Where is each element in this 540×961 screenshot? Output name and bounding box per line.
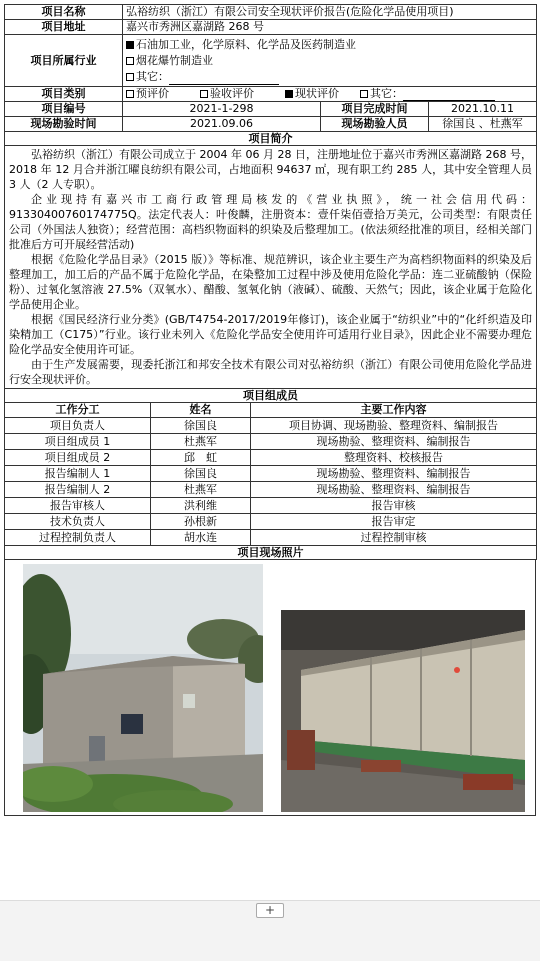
- category-option-acceptance[interactable]: 验收评价: [200, 87, 254, 100]
- table-row: [5, 530, 537, 546]
- checkbox-checked-icon: [126, 41, 134, 49]
- intro-paragraph: 根据《国民经济行业分类》(GB/T4754-2017/2019年修订)，该企业属于“纺织业”中的“化纤织造及印染精加工（C175）”行业。该行业未列入《危险化学品安全使用许可适用行业目录》，因此企业不需要办理危险化学品安全使用许可证。: [9, 313, 533, 356]
- site-photo-machinery: [281, 610, 525, 812]
- category-option-pre[interactable]: 预评价: [126, 87, 169, 100]
- member-role: 过程控制负责人: [5, 530, 151, 546]
- member-role: 技术负责人: [5, 514, 151, 530]
- member-name: 胡水连: [151, 530, 251, 546]
- members-header-work: 主要工作内容: [251, 403, 537, 418]
- member-name: 徐国良: [151, 418, 251, 434]
- other-category-blank[interactable]: [403, 89, 495, 101]
- category-label: 项目类别: [5, 87, 123, 102]
- industry-label: 项目所属行业: [5, 35, 123, 87]
- member-role: 项目组成员 2: [5, 450, 151, 466]
- project-info-table: [4, 4, 537, 389]
- member-role: 报告编制人 2: [5, 482, 151, 498]
- project-address-label: 项目地址: [5, 20, 123, 35]
- survey-time-value: 2021.09.06: [123, 117, 321, 132]
- member-role: 报告编制人 1: [5, 466, 151, 482]
- category-option-status[interactable]: 现状评价: [285, 87, 339, 100]
- member-name: 洪利维: [151, 498, 251, 514]
- intro-body: [5, 146, 537, 389]
- members-title: 项目组成员: [5, 389, 537, 403]
- member-name: 杜燕军: [151, 482, 251, 498]
- finish-time-label: 项目完成时间: [321, 102, 429, 117]
- project-number-label: 项目编号: [5, 102, 123, 117]
- industry-option-other[interactable]: 其它：: [126, 69, 533, 85]
- member-name: 徐国良: [151, 466, 251, 482]
- member-name: 邱 虹: [151, 450, 251, 466]
- project-number-value: 2021-1-298: [123, 102, 321, 117]
- member-work: 现场勘验、整理资料、编制报告: [251, 466, 537, 482]
- checkbox-empty-icon: [200, 90, 208, 98]
- report-sheet: [4, 4, 536, 816]
- member-work: 报告审定: [251, 514, 537, 530]
- table-row: [5, 466, 537, 482]
- member-role: 项目负责人: [5, 418, 151, 434]
- table-row: [5, 498, 537, 514]
- project-address-value: 嘉兴市秀洲区嘉湖路 268 号: [123, 20, 537, 35]
- project-name-label: 项目名称: [5, 5, 123, 20]
- member-name: 孙根新: [151, 514, 251, 530]
- member-role: 报告审核人: [5, 498, 151, 514]
- survey-staff-label: 现场勘验人员: [321, 117, 429, 132]
- table-row: [5, 434, 537, 450]
- member-work: 项目协调、现场勘验、整理资料、编制报告: [251, 418, 537, 434]
- checkbox-checked-icon: [285, 90, 293, 98]
- photos-title: 项目现场照片: [5, 546, 537, 560]
- industry-options: [123, 35, 537, 87]
- industry-option-chemical[interactable]: 石油加工业，化学原料、化学品及医药制造业: [126, 37, 533, 53]
- expand-button[interactable]: +: [256, 903, 284, 918]
- members-header-role: 工作分工: [5, 403, 151, 418]
- project-name-value: 弘裕纺织（浙江）有限公司安全现状评价报告(危险化学品使用项目): [123, 5, 537, 20]
- member-work: 报告审核: [251, 498, 537, 514]
- member-work: 现场勘验、整理资料、编制报告: [251, 482, 537, 498]
- member-work: 现场勘验、整理资料、编制报告: [251, 434, 537, 450]
- members-table: [4, 388, 537, 560]
- intro-paragraph: 企业现持有嘉兴市工商行政管理局核发的《营业执照》，统一社会信用代码：91330400760174775Q。法定代表人：叶俊麟，注册资本：壹仟柒佰壹拾万美元，公司类型：有限责任公司（外国法人独资）；经营范围：高档织物面料的织染及后整理加工。(依法须经批准的项目，经相关部门批准后方可开展经营活动): [9, 193, 533, 251]
- table-row: [5, 514, 537, 530]
- category-option-other[interactable]: 其它：: [360, 87, 495, 100]
- checkbox-empty-icon: [360, 90, 368, 98]
- survey-time-label: 现场勘验时间: [5, 117, 123, 132]
- members-header-name: 姓名: [151, 403, 251, 418]
- intro-paragraph: 弘裕纺织（浙江）有限公司成立于 2004 年 06 月 28 日，注册地址位于嘉兴市秀洲区嘉湖路 268 号，2018 年 12 月合并浙江曜良纺织有限公司，占地面积 94637 ㎡，现有职工约 285 人，其中安全管理人员 3 人（2 人专职）。: [9, 148, 533, 191]
- table-row: [5, 450, 537, 466]
- site-photo-building: [23, 564, 263, 812]
- finish-time-value: 2021.10.11: [429, 102, 537, 117]
- checkbox-empty-icon: [126, 90, 134, 98]
- category-options: [123, 87, 537, 102]
- member-work: 过程控制审核: [251, 530, 537, 546]
- table-row: [5, 482, 537, 498]
- other-industry-blank[interactable]: [169, 73, 279, 85]
- intro-title: 项目简介: [5, 132, 537, 146]
- member-name: 杜燕军: [151, 434, 251, 450]
- checkbox-empty-icon: [126, 73, 134, 81]
- table-row: [5, 418, 537, 434]
- site-photos-panel: [4, 560, 536, 816]
- intro-paragraph: 根据《危险化学品目录》（2015 版）》等标准、规范辨识，该企业主要生产为高档织物面料的织染及后整理加工，加工后的产品不属于危险化学品，在染整加工过程中涉及使用危险化学品：连二亚硫酸钠（保险粉）、过氧化氢溶液 27.5%（双氧水）、醋酸、氢氧化钠（液碱）、硫酸、天然气；因此，该企业属于危险化学品使用企业。: [9, 253, 533, 311]
- member-role: 项目组成员 1: [5, 434, 151, 450]
- intro-paragraph: 由于生产发展需要，现委托浙江和邦安全技术有限公司对弘裕纺织（浙江）有限公司使用危险化学品进行安全现状评价。: [9, 358, 533, 386]
- member-work: 整理资料、校核报告: [251, 450, 537, 466]
- checkbox-empty-icon: [126, 57, 134, 65]
- industry-option-fireworks[interactable]: 烟花爆竹制造业: [126, 53, 533, 69]
- survey-staff-value: 徐国良 、杜燕军: [429, 117, 537, 132]
